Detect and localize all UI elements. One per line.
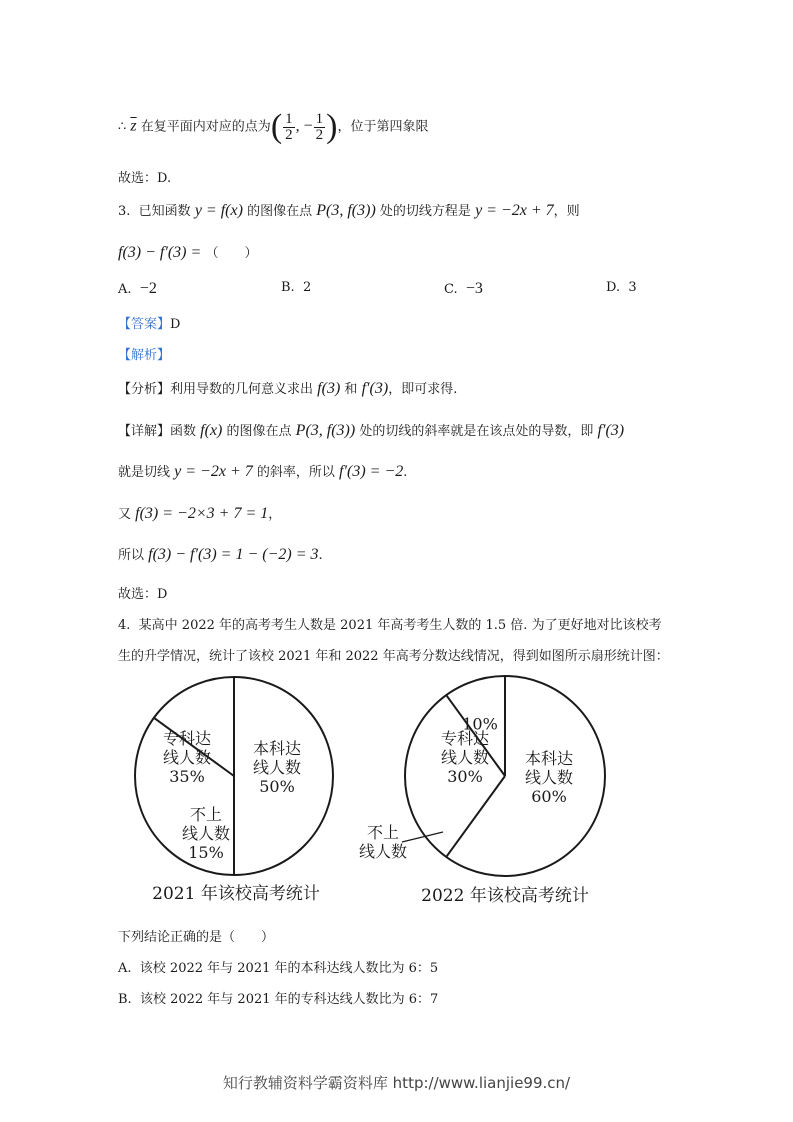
pie-slice-value: 30% — [447, 767, 483, 786]
q2-text1: 在复平面内对应的点为 — [140, 119, 271, 135]
pie-slice-label: 线人数 — [252, 758, 302, 777]
q3-stem: 3. 已知函数 y = f(x) 的图像在点 P(3, f(3)) 处的切线方程是 y = −2x + 7，则 — [118, 202, 580, 219]
pie-slice-label: 本科达 — [252, 739, 302, 758]
pie-slice-label: 线人数 — [524, 768, 574, 787]
pie-slice-value: 15% — [188, 843, 224, 862]
q3-tangent: y = −2x + 7 — [475, 202, 554, 219]
q4-option-b: B. 该校 2022 年与 2021 年的专科达线人数比为 6：7 — [118, 992, 439, 1007]
q3-detail-3: 又 f(3) = −2×3 + 7 = 1， — [118, 505, 282, 522]
pie-chart-2021 — [135, 677, 333, 875]
pie-slice-label: 不上 — [366, 823, 400, 842]
therefore-symbol: ∴ — [118, 119, 127, 135]
footer-watermark: 知行教辅资料学霸资料库 http://www.lianjie99.cn/ — [222, 1074, 571, 1092]
pie-slice-label: 线人数 — [162, 748, 212, 767]
answer-tag: 【答案】 — [118, 317, 171, 332]
pie-slice-label: 线人数 — [358, 842, 408, 861]
pie-charts — [0, 672, 793, 912]
pie-slice-label: 线人数 — [440, 748, 490, 767]
q3-answer-line: 【答案】D — [118, 317, 181, 332]
q3-func: y = f(x) — [194, 202, 243, 219]
fraction-neg-half: $\frac{1}{2}$ — [315, 110, 324, 143]
pie-slice-value: 50% — [259, 777, 295, 796]
pie-slice-value: 60% — [531, 787, 567, 806]
q4-question: 下列结论正确的是（ ） — [118, 930, 275, 945]
pie-slice-label: 专科达 — [162, 729, 212, 748]
q3-option-c: C. −3 — [444, 280, 483, 297]
q3-detail-4: 所以 f(3) − f′(3) = 1 − (−2) = 3. — [118, 546, 323, 563]
q4-stem-line1: 4. 某高中 2022 年的高考考生人数是 2021 年高考考生人数的 1.5 倍. 为了更好地对比该校考 — [118, 618, 662, 633]
q3-option-a: A. −2 — [118, 280, 157, 297]
q3-point: P(3, f(3)) — [316, 202, 376, 219]
q4-stem-line2: 生的升学情况，统计了该校 2021 年和 2022 年高考分数达线情况，得到如图所示扇形统计图： — [118, 649, 669, 664]
pie-slice-label: 本科达 — [524, 749, 574, 768]
q3-option-d: D. 3 — [606, 280, 637, 295]
pie-chart-2022 — [359, 676, 605, 876]
q3-detail-2: 就是切线 y = −2x + 7 的斜率，所以 f′(3) = −2. — [118, 463, 408, 480]
analysis-tag: 【解析】 — [118, 348, 171, 363]
pie-2021-title: 2021 年该校高考统计 — [152, 884, 320, 904]
z-conjugate: $\overline{z}$ — [130, 117, 137, 135]
q3-fenxi: 【分析】利用导数的几何意义求出 f(3) 和 f′(3)，即可求得. — [118, 380, 458, 397]
q2-conclusion: ∴ $\overline{z}$ 在复平面内对应的点为( $\frac{1}{2}$ , − $\frac{1}{2}$ )，位于第四象限 — [118, 108, 429, 145]
q3-option-b: B. 2 — [281, 280, 312, 295]
pie-slice-value: 35% — [169, 767, 205, 786]
q3-final-answer: 故选：D — [118, 587, 168, 602]
pie-slice-label: 不上 — [189, 805, 223, 824]
q2-answer: 故选：D. — [118, 171, 172, 186]
fraction-half: $\frac{1}{2}$ — [285, 110, 293, 143]
q2-text2: ，位于第四象限 — [337, 119, 429, 135]
pie-2022-title: 2022 年该校高考统计 — [421, 886, 589, 906]
pie-slice-label: 线人数 — [181, 824, 231, 843]
q3-expression: f(3) − f′(3) = （ ） — [118, 244, 258, 261]
pie-slice-label: 专科达 — [440, 729, 490, 748]
q3-detail-1: 【详解】函数 f(x) 的图像在点 P(3, f(3)) 处的切线的斜率就是在该点处的导数，即 f′(3) — [118, 422, 625, 439]
pie-slice-value: 10% — [462, 714, 498, 734]
q4-option-a: A. 该校 2022 年与 2021 年的本科达线人数比为 6：5 — [118, 961, 439, 976]
